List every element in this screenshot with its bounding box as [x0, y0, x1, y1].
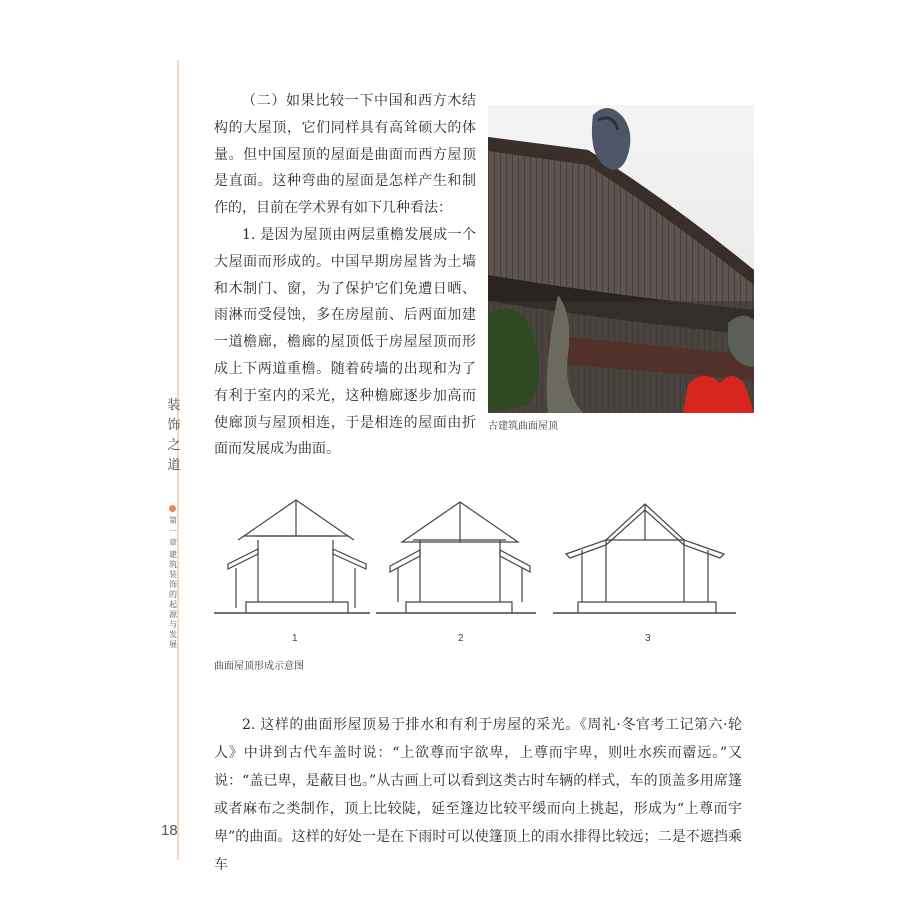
- diagram-figure-1: [214, 500, 370, 613]
- roof-diagram-drawing: [208, 492, 748, 642]
- photo-caption: 古建筑曲面屋顶: [488, 421, 558, 432]
- diagram-label-2: 2: [458, 633, 464, 644]
- paragraph-intro: （二）如果比较一下中国和西方木结构的大屋顶，它们同样具有高耸硕大的体量。但中国屋顶的屋面是曲面而西方屋顶是直面。这种弯曲的屋面是怎样产生和制作的，目前在学术界有如下几种看法：: [214, 93, 476, 217]
- chapter-title-vertical: 建筑装饰的起源与发展: [169, 550, 177, 649]
- bottom-text: [214, 711, 742, 879]
- diagram-label-1: 1: [292, 633, 298, 644]
- page-number: 18: [161, 822, 178, 839]
- roof-diagram: [208, 492, 748, 642]
- diagram-label-3: 3: [645, 633, 651, 644]
- chapter-marker-dot: [169, 505, 176, 512]
- chapter-label-vertical: 第一章: [169, 516, 177, 547]
- book-title-vertical: 装饰之道: [167, 398, 181, 473]
- paragraph-point-1: 1. 是因为屋顶由两层重檐发展成一个大屋面而形成的。中国早期房屋皆为土墙和木制门、窗，为了保护它们免遭日晒、雨淋而受侵蚀，多在房屋前、后两面加建一道檐廊，檐廊的屋顶低于房屋屋顶而形成上下两道重檐。随着砖墙的出现和为了有利于室内的采光，这种檐廊逐步加高而使廊顶与屋顶相连，于是相连的屋面由折面而发展成为曲面。: [214, 226, 476, 458]
- diagram-figure-2: [376, 502, 536, 613]
- diagram-caption: 曲面屋顶形成示意图: [214, 661, 304, 672]
- roof-photo: [488, 105, 754, 413]
- paragraph-point-2: 2. 这样的曲面形屋顶易于排水和有利于房屋的采光。《周礼·冬官考工记第六·轮人》中讲到古代车盖时说：“上欲尊而宇欲卑，上尊而宇卑，则吐水疾而霤远。”又说：“盖已卑，是蔽目也。”从古画上可以看到这类古时车辆的样式，车的顶盖多用席篷或者麻布之类制作，顶上比较陡，延至篷边比较平缓而向上挑起，形成为“上尊而宇卑”的曲面。这样的好处一是在下雨时可以使篷顶上的雨水排得比较远；二是不遮挡乘车: [214, 717, 742, 873]
- column-text: [214, 88, 476, 463]
- diagram-figure-3: [553, 504, 736, 613]
- roof-photo-illustration: [488, 105, 754, 413]
